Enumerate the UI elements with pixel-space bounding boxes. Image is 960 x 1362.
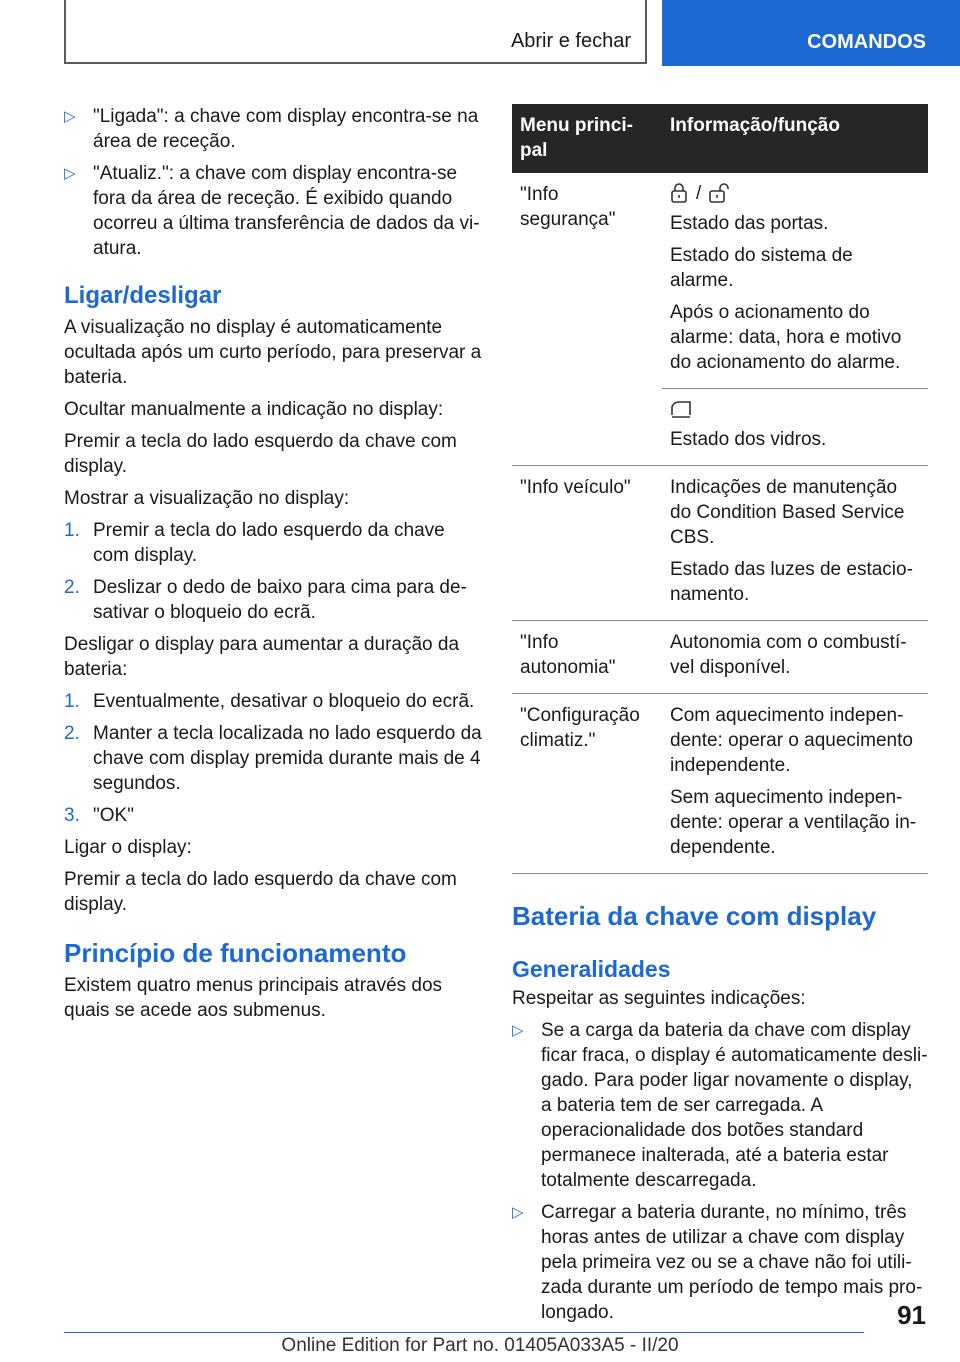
paragraph: Respeitar as seguintes indicações: bbox=[512, 988, 806, 1009]
left-column bbox=[64, 104, 482, 1030]
triangle-bullet-icon: ▷ bbox=[64, 108, 76, 125]
triangle-bullet-icon: ▷ bbox=[512, 1022, 524, 1039]
footer-text: Online Edition for Part no. 01405A033A5 - II/20 bbox=[281, 1335, 679, 1356]
paragraph: Mostrar a visualização no display: bbox=[64, 488, 350, 509]
list-item: ▷ "Ligada": a chave com display encontra-se na área de receção. bbox=[64, 106, 479, 152]
footer-divider bbox=[64, 1332, 864, 1333]
paragraph: Premir a tecla do lado esquerdo da chave com display. bbox=[64, 869, 457, 915]
right-column bbox=[512, 104, 928, 1332]
heading-principio: Princípio de funcionamento bbox=[64, 938, 407, 968]
list-item: 1. Eventualmente, desativar o bloqueio do ecrã. bbox=[64, 691, 475, 712]
table-header-menu: Menu principal bbox=[512, 104, 662, 173]
list-item: ▷ "Atualiz.": a chave com display encontra-se fora da área de receção. É exibido quando ocorreu a última transferência de dados da viatura. bbox=[64, 163, 480, 259]
list-item: 2. Manter a tecla localizada no lado esquerdo da chave com display premida durante mais de 4 segundos. bbox=[64, 723, 482, 794]
paragraph: Existem quatro menus principais através dos quais se acede aos submenus. bbox=[64, 975, 443, 1021]
paragraph: Ocultar manualmente a indicação no display: bbox=[64, 399, 444, 420]
table-row: "Info autonomia" Autonomia com o combustível disponível. bbox=[512, 621, 928, 694]
lock-open-icon bbox=[709, 183, 731, 203]
triangle-bullet-icon: ▷ bbox=[512, 1204, 524, 1221]
heading-ligar-desligar: Ligar/desligar bbox=[64, 282, 222, 309]
paragraph: A visualização no display é automaticamente ocultada após um curto período, para preservar a bateria. bbox=[64, 317, 482, 388]
heading-bateria: Bateria da chave com display bbox=[512, 901, 877, 931]
table-row: "Info segurança" / Estado das portas. Estado do sistema de alarme. Após o acionamento do alarme: data, hora e motivo do acionamento do alarme. bbox=[512, 173, 928, 389]
header-frame bbox=[64, 0, 647, 64]
paragraph: Desligar o display para aumentar a duração da bateria: bbox=[64, 634, 460, 680]
page-number: 91 bbox=[897, 1300, 926, 1330]
header-section-title: Abrir e fechar bbox=[510, 30, 631, 52]
header-chapter-label: COMANDOS bbox=[807, 31, 926, 53]
header-chapter-tab bbox=[662, 0, 960, 66]
list-item: ▷ Se a carga da bateria da chave com display ficar fraca, o display é automaticamente desligado. Para poder ligar novamente o display, a bateria tem de ser carregada. A operacionalidade dos botões standard permanece inalterada, até a bateria estar totalmente descarregada. bbox=[512, 1020, 928, 1191]
table-row: "Info veículo" Indicações de manutenção do Condition Based Service CBS. Estado das luzes de estacionamento. bbox=[512, 466, 928, 621]
table-header-info: Informação/função bbox=[662, 104, 928, 173]
table-row: Estado dos vidros. bbox=[512, 389, 928, 466]
paragraph: Premir a tecla do lado esquerdo da chave com display. bbox=[64, 431, 457, 477]
paragraph: Ligar o display: bbox=[64, 837, 192, 858]
lock-closed-icon bbox=[670, 183, 688, 203]
list-item: 2. Deslizar o dedo de baixo para cima para desativar o bloqueio do ecrã. bbox=[64, 577, 467, 623]
list-item: 3. "OK" bbox=[64, 805, 134, 826]
list-item: ▷ Carregar a bateria durante, no mínimo, três horas antes de utilizar a chave com display pela primeira vez ou se a chave não foi utilizada durante um período de tempo mais prolongado. bbox=[512, 1202, 923, 1323]
car-window-icon bbox=[670, 399, 692, 419]
list-item: 1. Premir a tecla do lado esquerdo da chave com display. bbox=[64, 520, 445, 566]
heading-generalidades: Generalidades bbox=[512, 956, 671, 982]
table-row: "Configuração climatiz." Com aquecimento independente: operar o aquecimento independente. Sem aquecimento independente: operar a ventilação independente. bbox=[512, 694, 928, 874]
triangle-bullet-icon: ▷ bbox=[64, 165, 76, 182]
menu-table bbox=[512, 104, 928, 874]
